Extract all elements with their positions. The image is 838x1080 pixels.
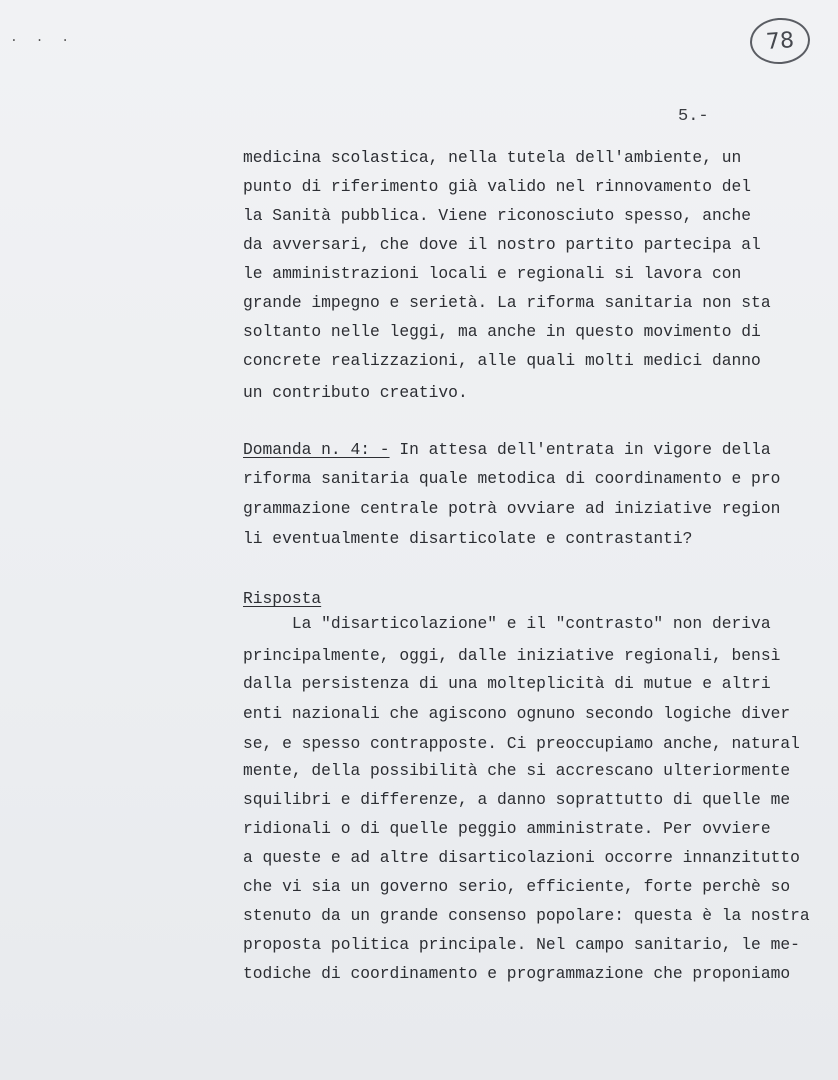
answer-line: principalmente, oggi, dalle iniziative regionali, bensì: [243, 646, 781, 665]
answer-line: che vi sia un governo serio, efficiente, forte perchè so: [243, 877, 791, 896]
answer-heading: Risposta: [243, 589, 322, 608]
question-line: [243, 440, 771, 460]
answer-line: se, e spesso contrapposte. Ci preoccupiamo anche, natural: [243, 734, 800, 753]
paragraph-line: medicina scolastica, nella tutela dell'ambiente, un: [243, 148, 742, 167]
answer-line: enti nazionali che agiscono ognuno secondo logiche diver: [243, 704, 791, 723]
paragraph-line: le amministrazioni locali e regionali si lavora con: [243, 264, 742, 283]
answer-line: ridionali o di quelle peggio amministrate. Per ovviere: [243, 819, 771, 838]
question-line: riforma sanitaria quale metodica di coordinamento e pro: [243, 469, 781, 488]
answer-line: mente, della possibilità che si accrescano ulteriormente: [243, 761, 791, 780]
paragraph-line: la Sanità pubblica. Viene riconosciuto spesso, anche: [243, 206, 752, 225]
answer-line: dalla persistenza di una molteplicità di mutue e altri: [243, 674, 771, 693]
answer-line: squilibri e differenze, a danno soprattutto di quelle me: [243, 790, 791, 809]
question-line: li eventualmente disarticolate e contrastanti?: [243, 529, 693, 548]
answer-line: a queste e ad altre disarticolazioni occorre innanzitutto: [243, 848, 800, 867]
paragraph-line: un contributo creativo.: [243, 383, 468, 402]
answer-line: stenuto da un grande consenso popolare: questa è la nostra: [243, 906, 810, 925]
paragraph-line: concrete realizzazioni, alle quali molti medici danno: [243, 351, 761, 370]
question-label: Domanda n. 4: -: [243, 440, 390, 459]
question-text: In attesa dell'entrata in vigore della: [389, 440, 771, 459]
paragraph-line: soltanto nelle leggi, ma anche in questo movimento di: [243, 322, 761, 341]
corner-marks: . . .: [10, 30, 75, 45]
answer-line: todiche di coordinamento e programmazione che proponiamo: [243, 964, 791, 983]
question-line: grammazione centrale potrà ovviare ad iniziative region: [243, 499, 781, 518]
answer-line: La "disarticolazione" e il "contrasto" non deriva: [243, 614, 771, 633]
paragraph-line: da avversari, che dove il nostro partito partecipa al: [243, 235, 761, 254]
archive-number-stamp: 78: [748, 16, 811, 66]
answer-line: proposta politica principale. Nel campo sanitario, le me-: [243, 935, 800, 954]
paragraph-line: grande impegno e serietà. La riforma sanitaria non sta: [243, 293, 771, 312]
paragraph-line: punto di riferimento già valido nel rinnovamento del: [243, 177, 752, 196]
page-number: 5.-: [678, 107, 709, 126]
